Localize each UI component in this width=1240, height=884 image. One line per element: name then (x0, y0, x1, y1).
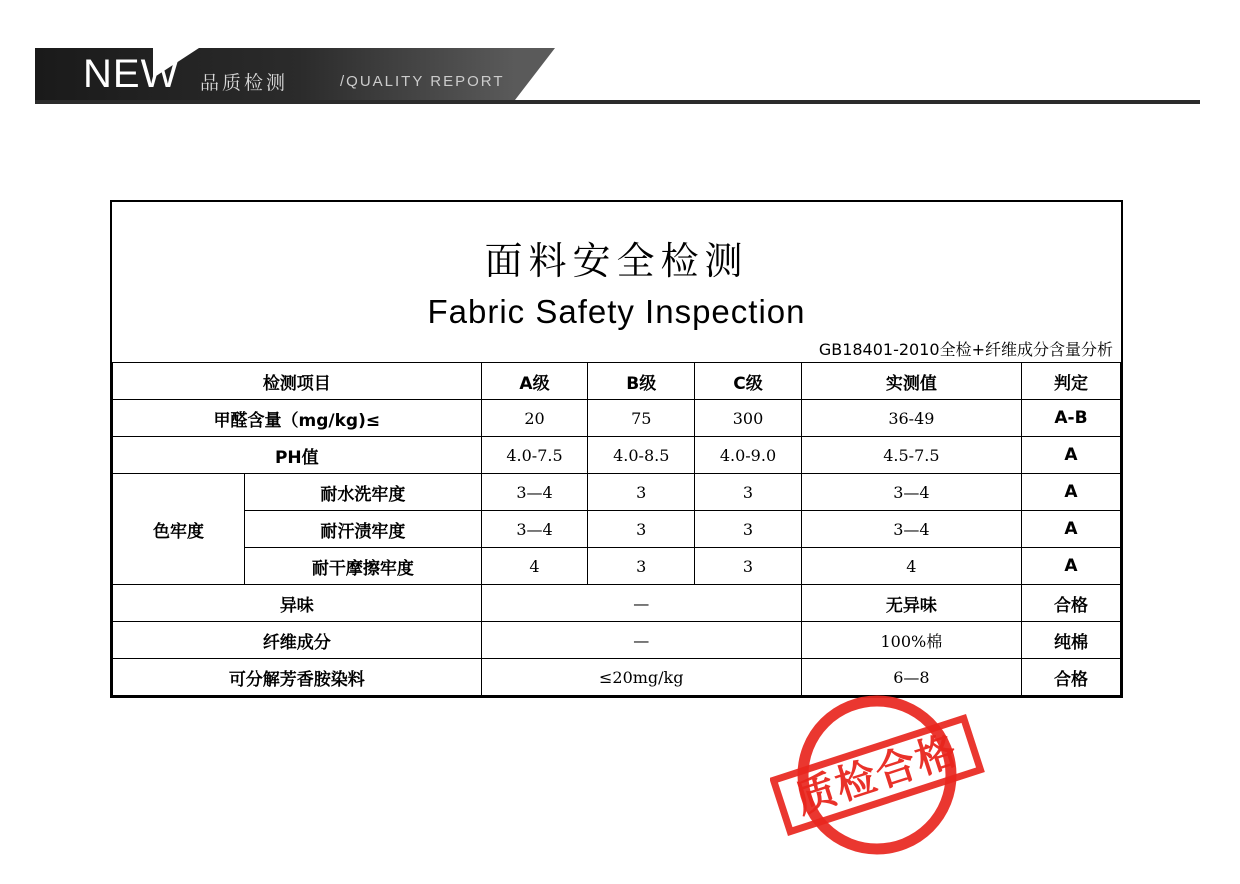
row-grade-c: 4.0-9.0 (695, 437, 802, 474)
banner-new-label: NEW (83, 52, 180, 96)
banner-arrow-shape (515, 48, 555, 100)
row-judgement: A (1021, 437, 1120, 474)
row-measured: 6—8 (801, 659, 1021, 696)
table-header-row (113, 363, 1121, 400)
banner-english-label: /QUALITY REPORT (340, 73, 505, 90)
row-item-label: 耐水洗牢度 (245, 474, 482, 511)
row-measured: 3—4 (801, 474, 1021, 511)
row-grade-b: 3 (588, 548, 695, 585)
table-row (113, 437, 1121, 474)
quality-pass-stamp (770, 685, 985, 865)
header-judgement: 判定 (1021, 363, 1120, 400)
row-judgement: A (1021, 548, 1120, 585)
row-grade-b: 4.0-8.5 (588, 437, 695, 474)
page-header-banner (35, 48, 1200, 104)
row-item-label: 甲醛含量（mg/kg)≤ (113, 400, 482, 437)
row-grade-c: 3 (695, 511, 802, 548)
row-grade-a: 4.0-7.5 (481, 437, 588, 474)
row-judgement: 合格 (1021, 659, 1120, 696)
row-item-label: 耐汗渍牢度 (245, 511, 482, 548)
report-standard-note: GB18401-2010全检+纤维成分含量分析 (818, 340, 1113, 359)
row-grade-a: 4 (481, 548, 588, 585)
report-title-chinese: 面料安全检测 (484, 239, 749, 283)
stamp-graphic (770, 685, 985, 865)
row-item-label: 可分解芳香胺染料 (113, 659, 482, 696)
row-grade-a: 3—4 (481, 474, 588, 511)
row-grade-c: 300 (695, 400, 802, 437)
row-item-label: 纤维成分 (113, 622, 482, 659)
inspection-report-card (110, 200, 1123, 698)
banner-chinese-label: 品质检测 (200, 72, 289, 94)
row-measured: 无异味 (801, 585, 1021, 622)
header-grade-c: C级 (695, 363, 802, 400)
banner-divider-line (35, 100, 1200, 104)
table-row (113, 659, 1121, 696)
row-grade-c: 3 (695, 548, 802, 585)
row-judgement: 合格 (1021, 585, 1120, 622)
row-judgement: A (1021, 511, 1120, 548)
row-grade-b: 3 (588, 511, 695, 548)
table-row (113, 474, 1121, 511)
row-judgement: 纯棉 (1021, 622, 1120, 659)
row-item-label: 耐干摩擦牢度 (245, 548, 482, 585)
row-measured: 4.5-7.5 (801, 437, 1021, 474)
header-item: 检测项目 (113, 363, 482, 400)
table-row (113, 622, 1121, 659)
row-item-label: PH值 (113, 437, 482, 474)
row-judgement: A (1021, 474, 1120, 511)
row-grade-a: 3—4 (481, 511, 588, 548)
table-row (113, 585, 1121, 622)
row-grade-c: 3 (695, 474, 802, 511)
row-grade-span: ≤20mg/kg (481, 659, 801, 696)
row-measured: 4 (801, 548, 1021, 585)
row-judgement: A-B (1021, 400, 1120, 437)
report-title-english: Fabric Safety Inspection (427, 293, 806, 330)
row-grade-span: — (481, 622, 801, 659)
row-grade-span: — (481, 585, 801, 622)
row-measured: 3—4 (801, 511, 1021, 548)
header-measured: 实测值 (801, 363, 1021, 400)
row-grade-b: 3 (588, 474, 695, 511)
table-row (113, 511, 1121, 548)
row-measured: 100%棉 (801, 622, 1021, 659)
row-measured: 36-49 (801, 400, 1021, 437)
row-group-label: 色牢度 (113, 474, 245, 585)
row-item-label: 异味 (113, 585, 482, 622)
svg-text:质检合格: 质检合格 (790, 727, 964, 823)
header-grade-a: A级 (481, 363, 588, 400)
inspection-results-table (112, 362, 1121, 696)
header-grade-b: B级 (588, 363, 695, 400)
row-grade-b: 75 (588, 400, 695, 437)
table-row (113, 548, 1121, 585)
row-grade-a: 20 (481, 400, 588, 437)
table-row (113, 400, 1121, 437)
